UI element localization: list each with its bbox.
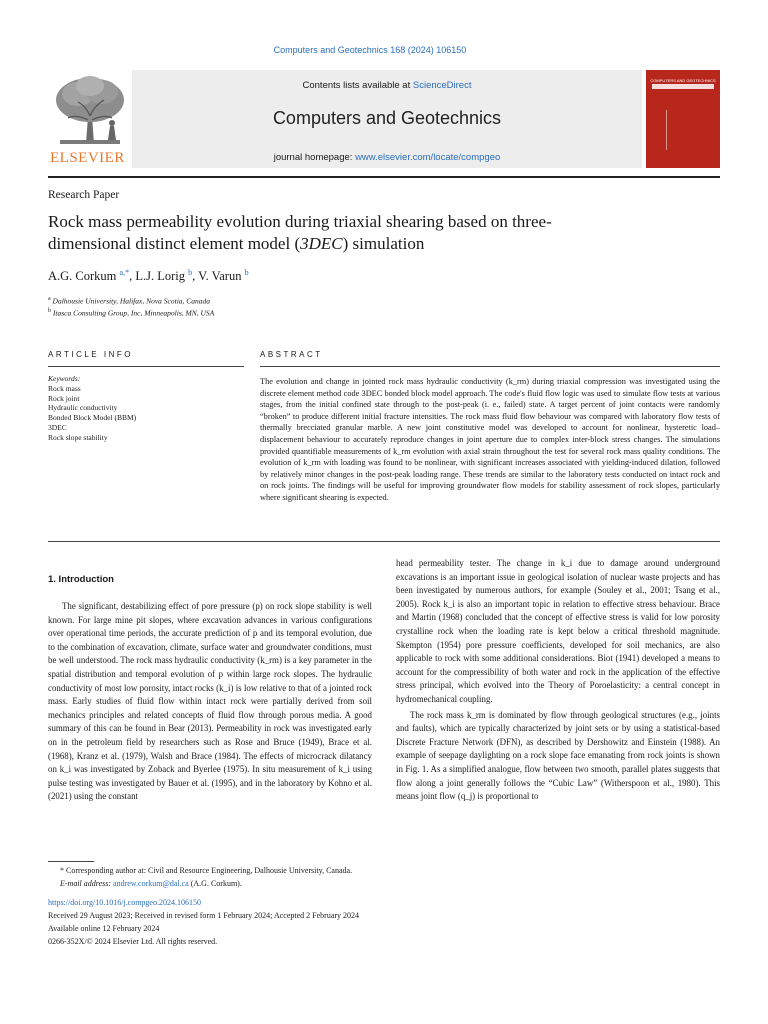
cover-band	[652, 84, 714, 89]
email-note	[60, 879, 242, 888]
title-part-1: Rock mass permeability evolution during triaxial shearing based on three-dimensional distinct element model (	[48, 212, 552, 253]
keyword-item: Rock slope stability	[48, 432, 108, 442]
author-name[interactable]: A.G. Corkum	[48, 269, 117, 284]
body-column-left	[48, 600, 372, 804]
contents-line	[132, 80, 642, 91]
footnote-rule	[48, 861, 94, 862]
affiliation-mark: b	[48, 308, 51, 314]
keywords-block	[48, 374, 244, 443]
email-label: E-mail address:	[60, 879, 114, 888]
affiliation-mark: a	[48, 296, 51, 302]
received-dates: Received 29 August 2023; Received in revised form 1 February 2024; Accepted 2 February 2024	[48, 911, 360, 920]
article-type: Research Paper	[48, 189, 120, 201]
keyword-item: Rock mass	[48, 383, 81, 393]
introduction-heading: 1. Introduction	[48, 574, 114, 585]
elsevier-wordmark: ELSEVIER	[50, 150, 125, 166]
body-column-right	[396, 557, 720, 804]
journal-homepage-line	[132, 152, 642, 163]
author-separator: ,	[129, 269, 136, 284]
title-part-2: ) simulation	[342, 234, 425, 253]
body-paragraph: The significant, destabilizing effect of pore pressure (p) on rock slope stability is well known. For large mine pit slopes, where excavation advances in various configurations over operational time periods, the accurate prediction of p and its temporal evolution, due to the combination of excavation, climate, surface water and groundwater conditions, must be well understood. The rock mass hydraulic conductivity (k_rm) is a key parameter in the spatial distribution and temporal evolution of p within large rock slopes. The hydraulic conductivity of most low porosity, intact rocks (k_i) is low relative to that of a jointed rock mass. Early studies of fluid flow within intact rock were partially derived from soil mechanics principles and related concepts of fluid flow through porous media. A good summary of this can be found in Bear (2013). Permeability in rock was investigated early on in the petroleum field by researchers such as Rose and Bruce (1949), Brace et al. (1968), Kranz et al. (1979), Walsh and Brace (1984). The effects of microcrack dilatancy on k_i was investigated by Zoback and Byerlee (1975). In situ measurement of k_i using pulse testing was investigated by Bauer et al. (1995), and in the laboratory by Kohno et al. (2021) using the constant	[48, 601, 372, 802]
elsevier-logo	[48, 70, 132, 168]
affiliation-text: Itasca Consulting Group, Inc, Minneapolis, MN, USA	[52, 308, 215, 318]
available-online: Available online 12 February 2024	[48, 924, 160, 933]
body-paragraph: head permeability tester. The change in k_i due to damage around underground excavations is an important issue in geological isolation of nuclear waste projects and has been investigated by numerous authors, for example (Souley et al., 2001; Tsang et al., 2005). Rock k_i is also an important topic in relation to effective stress behaviour. Brace and Martin (1968) concluded that the concept of effective stress is valid for low porosity crystalline rock when the loading rate is kept below a critical threshold magnitude. Skempton (1954) pore pressure coefficients, developed for soil mechanics, are also applicable to rock with some additional considerations. Biot (1941) developed a means to account for the compressibility of both water and rock in the application of the effective stress principal, which evolved into the Theory of Poroelasticity: a central concept in hydromechanical coupling.	[396, 558, 720, 704]
sciencedirect-link[interactable]: ScienceDirect	[412, 80, 472, 91]
article-info-heading: ARTICLE INFO	[48, 350, 133, 359]
contents-prefix: Contents lists available at	[302, 80, 413, 91]
article-title	[48, 211, 608, 255]
body-paragraph: The rock mass k_rm is dominated by flow through geological structures (e.g., joints and faults), which are typically characterized by joint sets or by using a statistical-based Discrete Fracture Network (DFN), as described by Dershowitz and Einstein (1988). An example of seepage daylighting on a rock slope face emanating from rock joints is shown in Fig. 1. As a simplified analogue, flow between two smooth, parallel plates suggests that flow along a joint generally follows the “Cubic Law” (Witherspoon et al., 1980). This means joint flow (q_j) is proportional to	[396, 709, 720, 802]
journal-title: Computers and Geotechnics	[272, 108, 502, 128]
email-suffix: (A.G. Corkum).	[188, 879, 242, 888]
keyword-item: 3DEC	[48, 422, 67, 432]
abstract-bottom-rule	[48, 541, 720, 542]
masthead-rule	[48, 176, 720, 178]
affiliation-text: Dalhousie University, Halifax, Nova Scotia, Canada	[52, 296, 211, 306]
corresponding-author-note: * Corresponding author at: Civil and Resource Engineering, Dalhousie University, Canada.	[60, 866, 353, 875]
author-name[interactable]: V. Varun	[198, 269, 242, 284]
abstract-rule	[260, 366, 720, 367]
journal-cover-thumbnail[interactable]	[646, 70, 720, 168]
doi-link[interactable]: https://doi.org/10.1016/j.compgeo.2024.106150	[48, 898, 201, 907]
keyword-item: Bonded Block Model (BBM)	[48, 413, 137, 423]
affiliation-a	[48, 296, 210, 306]
abstract-heading: ABSTRACT	[260, 350, 323, 359]
email-link[interactable]: andrew.corkum@dal.ca	[113, 879, 189, 888]
journal-reference-link[interactable]: Computers and Geotechnics 168 (2024) 106150	[273, 45, 467, 55]
cover-title: COMPUTERS AND GEOTECHNICS	[650, 78, 716, 83]
homepage-prefix: journal homepage:	[273, 152, 356, 163]
journal-homepage-link[interactable]: www.elsevier.com/locate/compgeo	[355, 152, 501, 163]
keywords-label: Keywords:	[48, 374, 81, 383]
author-marks[interactable]: b	[244, 268, 249, 277]
keyword-item: Rock joint	[48, 393, 80, 403]
abstract-text: The evolution and change in jointed rock mass hydraulic conductivity (k_rm) during triaxial compression was investigated using the discrete element method code 3DEC bonded block model approach. The code's fluid flow logic was used to simulate flow tests at various stages, from the initial confined state through to the post-peak (i. e., failed) state. A target percent of joint contacts were randomly “broken” to produce different initial fracture intensities. The rock mass fluid flow behaviour was compared with laboratory flow tests of thermally brecciated granular marble. A new joint constitutive model was developed to account for nonlinear, hysteretic load–displacement behaviour to accurately reproduce changes in joint aperture due to complex inter-block stress changes. The simulations provided quantifiable measurements of k_rm evolution with axial strain throughout the test for several rock mass quality conditions. The evolution of k_rm with loading was found to be nonlinear, with significant increases associated with yielding-induced dilation, followed by relatively minor changes in the post-peak loading range. These trends are similar to the laboratory tests conducted on intact rock and on rock joints. The findings will be useful for improving groundwater flow models for stability assessment of rock slopes, particularly where significant shearing is expected.	[260, 377, 720, 502]
author-name[interactable]: L.J. Lorig	[135, 269, 185, 284]
elsevier-tree-icon	[48, 70, 132, 148]
copyright-line: 0266-352X/© 2024 Elsevier Ltd. All rights reserved.	[48, 937, 218, 946]
author-marks[interactable]: a,*	[119, 268, 130, 277]
author-marks[interactable]: b	[188, 268, 193, 277]
keyword-item: Hydraulic conductivity	[48, 403, 118, 413]
author-list	[48, 268, 249, 284]
title-italic: 3DEC	[300, 234, 343, 253]
affiliation-b	[48, 308, 214, 318]
author-separator: ,	[192, 269, 199, 284]
article-info-rule	[48, 366, 244, 367]
cover-decoration	[666, 110, 700, 150]
